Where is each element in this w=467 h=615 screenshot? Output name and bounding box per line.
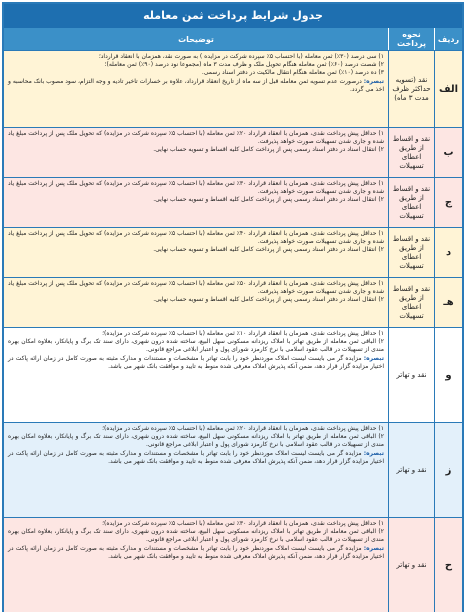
payment-method: نقد (تسویه حداکثر ظرف مدت ۳ ماه) [388,51,434,127]
header-radif: ردیف [434,28,462,50]
description-line: ۲) شصت درصد (۶۰٪) ثمن معامله هنگام تحویل ملک و ظرف مدت ۳ ماه (مجموعا نود درصد (۹۰٪) ثمن معامله)؛ [104,61,384,69]
payment-method: نقد و تهاتر [388,518,434,612]
description-line: ۲) انتقال اسناد در دفتر اسناد رسمی پس از پرداخت کامل کلیه اقساط و تسویه حساب نهایی. [153,196,384,204]
description-note [8,450,384,466]
row-description [4,423,388,517]
description-line: ۲) الباقی ثمن معامله از طریق تهاتر با املاک ریزدانه مسکونی سهل البیع، ساخته شده درون شهری، دارای سند تک برگ و پایانکار، بعلاوه امکان بهره مندی از تسهیلات در قالب عقود اسلامی با نرخ کارمزد شورای پول و اعتبار ابلاغی مراجع قانونی. [8,433,384,449]
table-row [4,227,462,277]
row-description [4,51,388,127]
header-nahve: نحوه پرداخت [388,28,434,50]
description-line: ۲) انتقال اسناد در دفتر اسناد رسمی پس از پرداخت کامل کلیه اقساط و تسویه حساب نهایی. [153,296,384,304]
row-id: د [434,228,462,277]
note-label: تبصره: [363,354,384,362]
description-line: ۱) حداقل پیش پرداخت نقدی، همزمان با انعقاد قرارداد ۲۰٪ ثمن معامله (با احتساب ۵٪ سپرده شرکت در مزایده) که تحویل ملک پس از پرداخت مبلغ یاد شده و جاری شدن تسهیلات صورت خواهد پذیرفت. [8,130,385,146]
description-line: ۳) ده درصد (۱۰٪) ثمن معامله هنگام انتقال مالکیت در دفتر اسناد رسمی. [201,69,384,77]
note-label: تبصره: [363,77,384,85]
row-id: ز [434,423,462,517]
row-id: الف [434,51,462,127]
payment-terms-table [2,2,464,612]
note-label: تبصره: [363,544,384,552]
description-line: ۱) حداقل پیش پرداخت نقدی، همزمان با انعقاد قرارداد ۱۰٪ ثمن معامله (با احتساب ۵٪ سپرده شرکت در مزایده)؛ [102,330,384,337]
note-label: تبصره: [363,449,384,457]
note-text: مزایده گر می بایست لیست املاک موردنظر خود را بابت تهاتر با مشخصات و مستندات و مدارک مثبته به صورت کامل در زمان ارائه پاکت در اختیار مزایده گزار قرار دهد، ضمن آنکه پذیرش املاک معرفی شده منوط به تایید و موافقت بانک شهر می باشد. [8,544,384,560]
table-row [4,127,462,177]
row-description [4,128,388,177]
table-row [4,422,462,517]
description-line: ۲) الباقی ثمن معامله از طریق تهاتر با املاک ریزدانه مسکونی سهل البیع، ساخته شده درون شهری، دارای سند تک برگ و پایانکار، بعلاوه امکان بهره مندی از تسهیلات در قالب عقود اسلامی با نرخ کارمزد شورای پول و اعتبار ابلاغی مراجع قانونی. [8,528,384,544]
payment-method: نقد و اقساط از طریق اعطای تسهیلات [388,278,434,327]
payment-method: نقد و اقساط از طریق اعطای تسهیلات [388,128,434,177]
row-description [4,518,388,612]
row-id: ج [434,178,462,227]
description-line: ۲) انتقال اسناد در دفتر اسناد رسمی پس از پرداخت کامل کلیه اقساط و تسویه حساب نهایی. [153,246,384,254]
row-id: هـ [434,278,462,327]
description-line: ۲) الباقی ثمن معامله از طریق تهاتر با املاک ریزدانه مسکونی سهل البیع، ساخته شده درون شهری، دارای سند تک برگ و پایانکار، بعلاوه امکان بهره مندی از تسهیلات در قالب عقود اسلامی با نرخ کارمزد شورای پول و اعتبار ابلاغی مراجع قانونی. [8,338,384,354]
payment-method: نقد و تهاتر [388,328,434,422]
description-line: ۱) حداقل پیش پرداخت نقدی، همزمان با انعقاد قرارداد ۳۰٪ ثمن معامله (با احتساب ۵٪ سپرده شرکت در مزایده) که تحویل ملک پس از پرداخت مبلغ یاد شده و جاری شدن تسهیلات صورت خواهد پذیرفت. [8,180,385,196]
row-id: و [434,328,462,422]
header-tozihat: توضیحات [4,28,388,50]
table-title: جدول شرایط پرداخت ثمن معامله [4,4,462,28]
row-description [4,328,388,422]
table-row [4,517,462,612]
description-note [8,545,384,561]
description-line: ۱) حداقل پیش پرداخت نقدی، همزمان با انعقاد قرارداد ۵۰٪ ثمن معامله (با احتساب ۵٪ سپرده شرکت در مزایده) که تحویل ملک پس از پرداخت مبلغ یاد شده و جاری شدن تسهیلات صورت خواهد پذیرفت. [8,280,385,296]
row-description [4,278,388,327]
table-row [4,327,462,422]
payment-method: نقد و اقساط از طریق اعطای تسهیلات [388,178,434,227]
table-row [4,177,462,227]
description-line: ۱) سی درصد (۳۰٪) ثمن معامله (با احتساب ۵٪ سپرده شرکت در مزایده ) به صورت نقد، همزمان با انعقاد قرارداد؛ [98,53,384,60]
description-line: ۱) حداقل پیش پرداخت نقدی، همزمان با انعقاد قرارداد ۴۰٪ ثمن معامله (با احتساب ۵٪ سپرده شرکت در مزایده) که تحویل ملک پس از پرداخت مبلغ یاد شده و جاری شدن تسهیلات صورت خواهد پذیرفت. [8,230,385,246]
description-line: ۱) حداقل پیش پرداخت نقدی، همزمان با انعقاد قرارداد ۲۰٪ ثمن معامله (با احتساب ۵٪ سپرده شرکت در مزایده)؛ [102,425,384,432]
table-row [4,50,462,127]
description-line: ۱) حداقل پیش پرداخت نقدی، همزمان با انعقاد قرارداد ۳۰٪ ثمن معامله (با احتساب ۵٪ سپرده شرکت در مزایده)؛ [102,520,384,527]
payment-method: نقد و تهاتر [388,423,434,517]
description-note [8,355,384,371]
note-text: مزایده گر می بایست لیست املاک موردنظر خود را بابت تهاتر با مشخصات و مستندات و مدارک مثبته به صورت کامل در زمان ارائه پاکت در اختیار مزایده گزار قرار دهد، ضمن آنکه پذیرش املاک معرفی شده منوط به تایید و موافقت بانک شهر می باشد. [8,449,384,465]
row-id: ح [434,518,462,612]
note-text: مزایده گر می بایست لیست املاک موردنظر خود را بابت تهاتر با مشخصات و مستندات و مدارک مثبته به صورت کامل در زمان ارائه پاکت در اختیار مزایده گزار قرار دهد، ضمن آنکه پذیرش املاک معرفی شده منوط به تایید و موافقت بانک شهر می باشد. [8,354,384,370]
note-text: درصورت عدم تسویه ثمن معامله قبل از سه ماه از تاریخ انعقاد قرارداد، علاوه بر خسارات تاخیر تادیه و وجه التزام، سود مصوب بانک محاسبه و اخذ می گردد. [8,77,384,93]
payment-method: نقد و اقساط از طریق اعطای تسهیلات [388,228,434,277]
description-note [8,78,384,94]
row-id: ب [434,128,462,177]
row-description [4,228,388,277]
table-row [4,277,462,327]
row-description [4,178,388,227]
description-line: ۲) انتقال اسناد در دفتر اسناد رسمی پس از پرداخت کامل کلیه اقساط و تسویه حساب نهایی. [153,146,384,154]
